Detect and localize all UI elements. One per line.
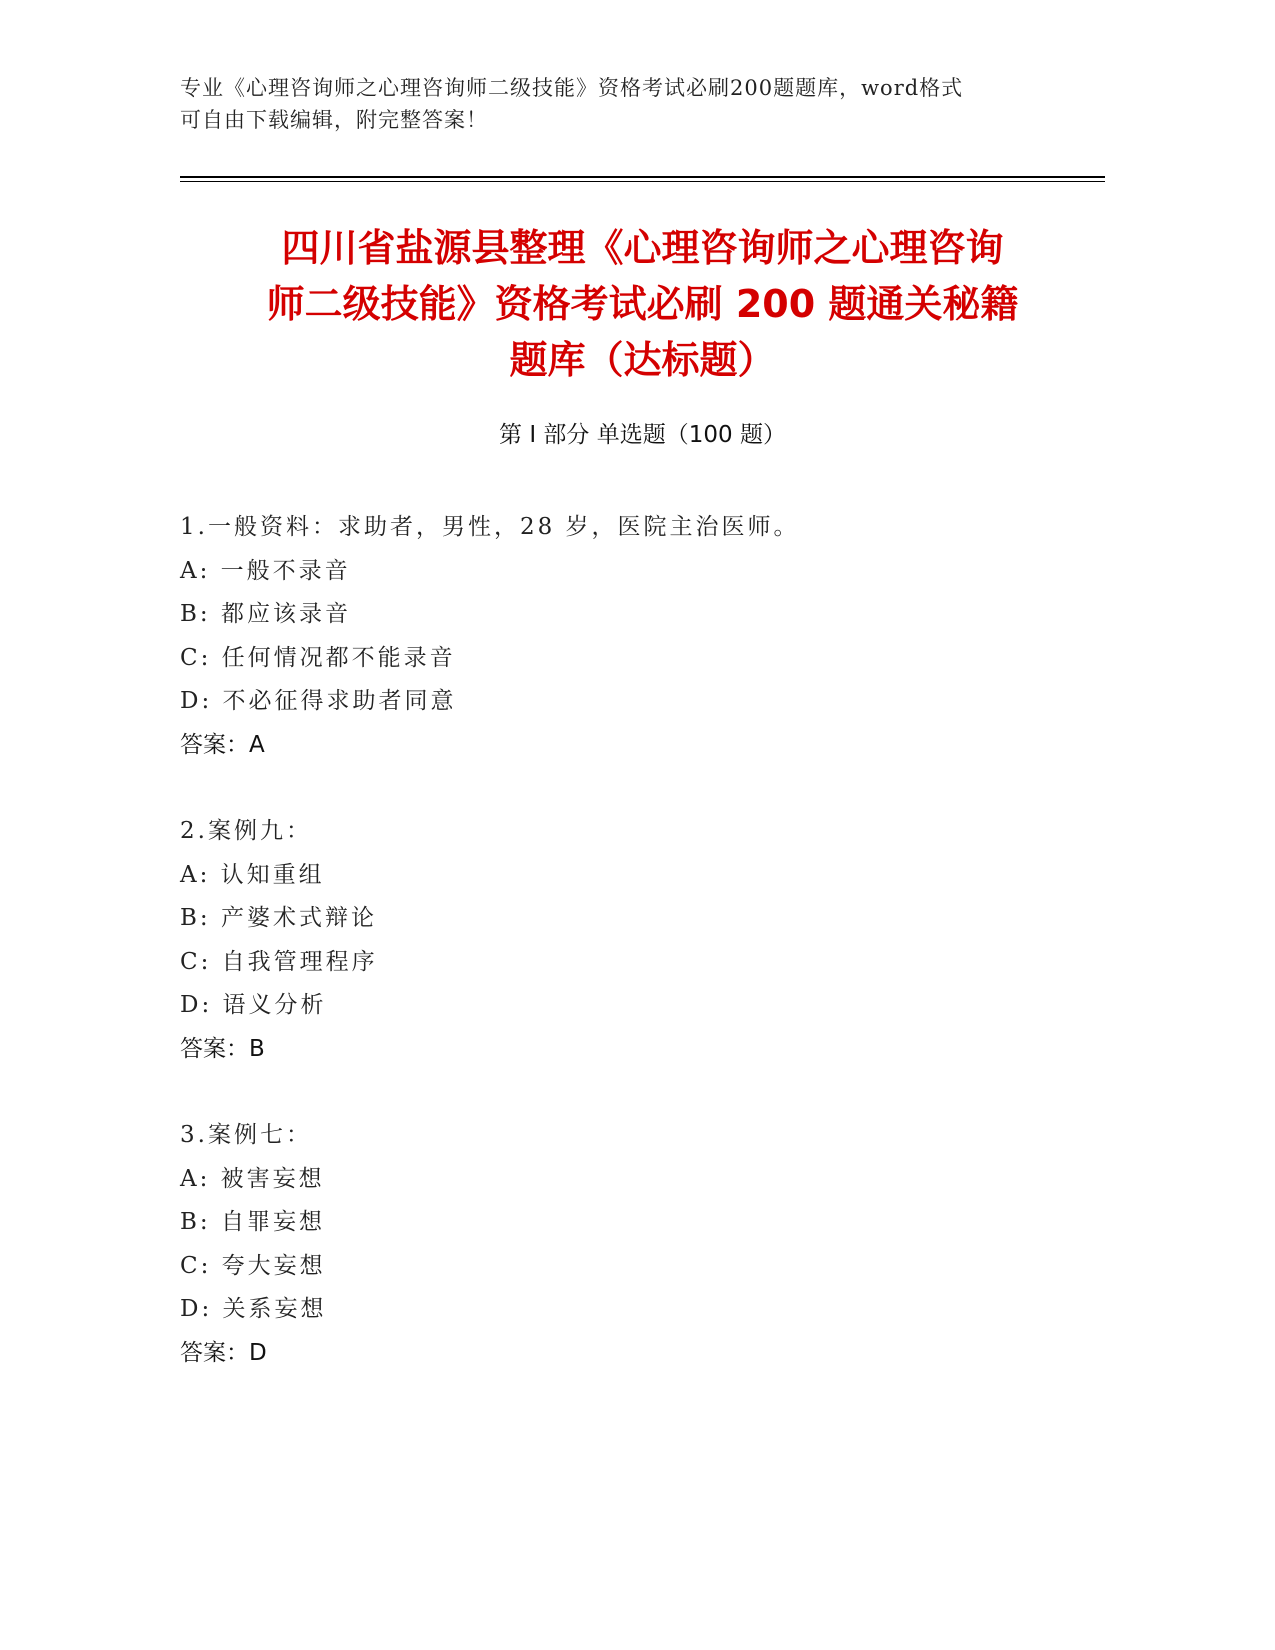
option-a: A: 认知重组 — [180, 861, 325, 888]
document-title — [180, 220, 1105, 388]
option-d: D: 关系妄想 — [180, 1296, 327, 1322]
option-d: D: 不必征得求助者同意 — [180, 688, 457, 714]
option-a: A: 被害妄想 — [180, 1165, 325, 1192]
header-divider-thick — [180, 176, 1105, 178]
question-stem: 2.案例九： — [180, 818, 312, 844]
option-c: C: 任何情况都不能录音 — [180, 644, 456, 671]
option-b: B: 都应该录音 — [180, 601, 351, 627]
header-note-line-1: 专业《心理咨询师之心理咨询师二级技能》资格考试必刷200题题库，word格式 — [180, 76, 964, 100]
question-stem: 3.案例七： — [180, 1122, 312, 1148]
header-note-line-2: 可自由下载编辑，附完整答案！ — [180, 108, 488, 132]
question-item — [180, 1114, 1105, 1375]
document-title-line-2: 师二级技能》资格考试必刷 200 题通关秘籍 — [266, 282, 1019, 326]
header-divider-thin — [180, 181, 1105, 182]
option-c: C: 夸大妄想 — [180, 1252, 326, 1279]
question-list — [180, 506, 1105, 1418]
question-item — [180, 810, 1105, 1071]
option-d: D: 语义分析 — [180, 992, 327, 1018]
answer-key: 答案：D — [180, 1339, 267, 1366]
option-c: C: 自我管理程序 — [180, 948, 378, 975]
question-stem: 1.一般资料：求助者，男性，28 岁，医院主治医师。 — [180, 514, 800, 540]
question-item — [180, 506, 1105, 767]
option-b: B: 自罪妄想 — [180, 1209, 325, 1235]
option-b: B: 产婆术式辩论 — [180, 905, 377, 931]
document-header-note — [180, 72, 1060, 136]
document-title-line-1: 四川省盐源县整理《心理咨询师之心理咨询 — [281, 226, 1004, 270]
answer-key: 答案：B — [180, 1035, 265, 1062]
section-title: 第 I 部分 单选题（100 题） — [499, 422, 786, 448]
document-title-line-3: 题库（达标题） — [509, 338, 776, 382]
answer-key: 答案：A — [180, 731, 265, 758]
option-a: A: 一般不录音 — [180, 557, 351, 584]
